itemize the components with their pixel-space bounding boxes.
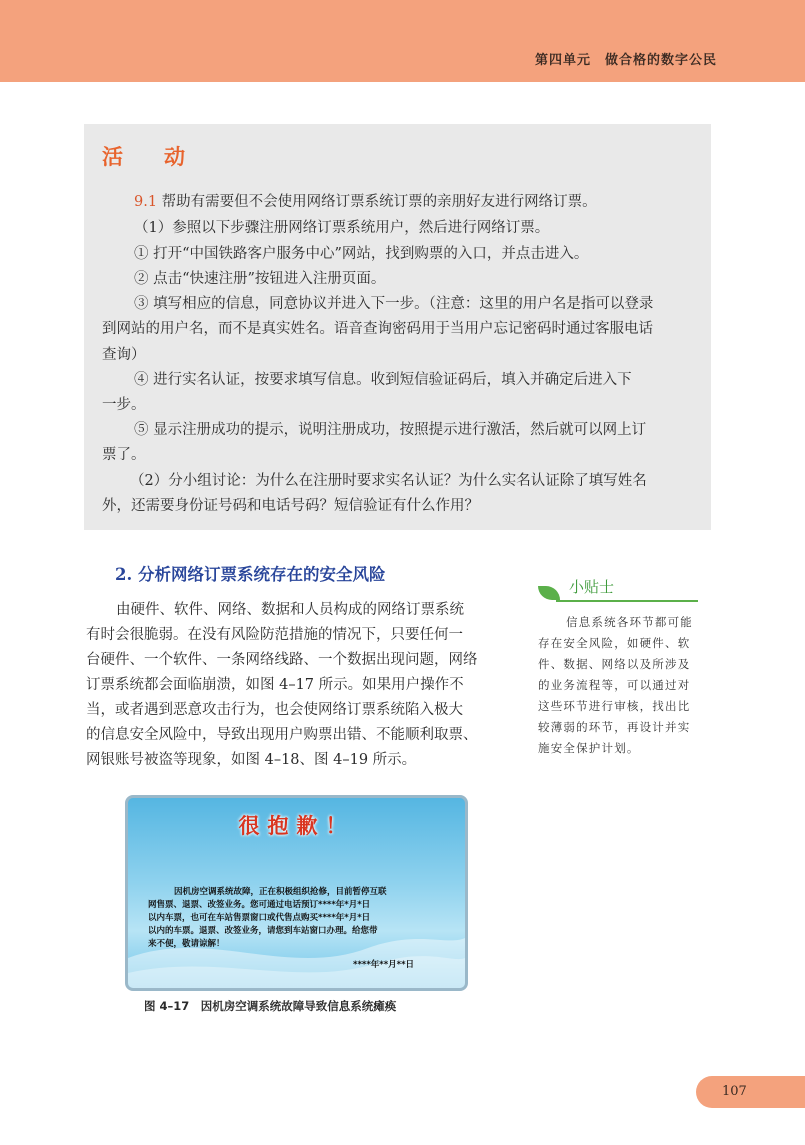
tip-line: 的业务流程等，可以通过对 — [538, 678, 691, 692]
section-heading: 2. 分析网络订票系统存在的安全风险 — [115, 565, 386, 584]
tip-title: 小贴士 — [569, 578, 615, 596]
paragraph-line: 由硬件、软件、网络、数据和人员构成的网络订票系统 — [116, 602, 464, 618]
page-number-tab — [696, 1076, 805, 1108]
tip-line: 件、数据、网络以及所涉及 — [538, 657, 691, 671]
activity-line: 票了。 — [102, 447, 146, 463]
paragraph-line: 当，或者遇到恶意攻击行为，也会使网络订票系统陷入极大 — [86, 702, 463, 718]
tip-line: 信息系统各环节都可能 — [566, 615, 693, 629]
paragraph-line: 台硬件、一个软件、一条网络线路、一个数据出现问题，网络 — [86, 652, 478, 668]
figure-caption: 图 4–17 因机房空调系统故障导致信息系统瘫痪 — [144, 999, 397, 1013]
notice-line: 因机房空调系统故障，正在积极组织抢修，目前暂停互联 — [174, 887, 387, 897]
activity-title: 活 动 — [102, 145, 195, 169]
activity-line: 查询） — [102, 347, 146, 363]
tip-line: 这些环节进行审核，找出比 — [538, 699, 691, 713]
activity-line: ④ 进行实名认证，按要求填写信息。收到短信验证码后，填入并确定后进入下 — [134, 372, 632, 388]
page-number: 107 — [722, 1084, 747, 1099]
leaf-icon — [538, 586, 560, 600]
activity-line: 一步。 — [102, 397, 146, 413]
tip-line: 施安全保护计划。 — [538, 741, 640, 755]
tip-divider — [556, 600, 698, 602]
activity-line: （1）参照以下步骤注册网络订票系统用户，然后进行网络订票。 — [134, 220, 550, 236]
activity-line: ⑤ 显示注册成功的提示，说明注册成功，按照提示进行激活，然后就可以网上订 — [134, 422, 647, 438]
notice-date: ****年**月**日 — [353, 960, 415, 970]
activity-line: 外，还需要身份证号码和电话号码？短信验证有什么作用？ — [102, 498, 479, 514]
notice-line: 以内的车票。退票、改签业务，请您到车站窗口办理。给您带 — [148, 926, 378, 936]
notice-title: 很抱歉！ — [238, 813, 355, 838]
paragraph-line: 订票系统都会面临崩溃，如图 4–17 所示。如果用户操作不 — [86, 677, 464, 693]
activity-line: ③ 填写相应的信息，同意协议并进入下一步。（注意：这里的用户名是指可以登录 — [134, 296, 654, 312]
notice-line: 网售票、退票、改签业务。您可通过电话预订****年*月*日 — [148, 900, 371, 910]
paragraph-line: 有时会很脆弱。在没有风险防范措施的情况下，只要任何一 — [86, 627, 463, 643]
unit-title: 第四单元 做合格的数字公民 — [534, 53, 717, 68]
activity-line: ① 打开“中国铁路客户服务中心”网站，找到购票的入口，并点击进入。 — [134, 246, 589, 262]
paragraph-line: 的信息安全风险中，导致出现用户购票出错、不能顺利取票、 — [86, 727, 478, 743]
outage-notice-figure — [125, 795, 468, 991]
activity-line: ② 点击“快速注册”按钮进入注册页面。 — [134, 271, 386, 287]
paragraph-line: 网银账号被盗等现象，如图 4–18、图 4–19 所示。 — [86, 752, 417, 768]
header-bar — [0, 0, 805, 82]
activity-line: （2）分小组讨论：为什么在注册时要求实名认证？为什么实名认证除了填写姓名 — [130, 473, 647, 489]
tip-line: 较薄弱的环节，再设计并实 — [538, 720, 691, 734]
activity-number: 9.1 — [134, 194, 158, 210]
activity-line — [134, 189, 597, 215]
tip-line: 存在安全风险，如硬件、软 — [538, 636, 691, 650]
activity-line: 到网站的用户名，而不是真实姓名。语音查询密码用于当用户忘记密码时通过客服电话 — [102, 321, 653, 337]
notice-line: 以内车票，也可在车站售票窗口或代售点购买****年*月*日 — [148, 913, 371, 923]
notice-line: 来不便，敬请谅解！ — [148, 939, 225, 949]
activity-line-text: 帮助有需要但不会使用网络订票系统订票的亲朋好友进行网络订票。 — [161, 194, 597, 210]
